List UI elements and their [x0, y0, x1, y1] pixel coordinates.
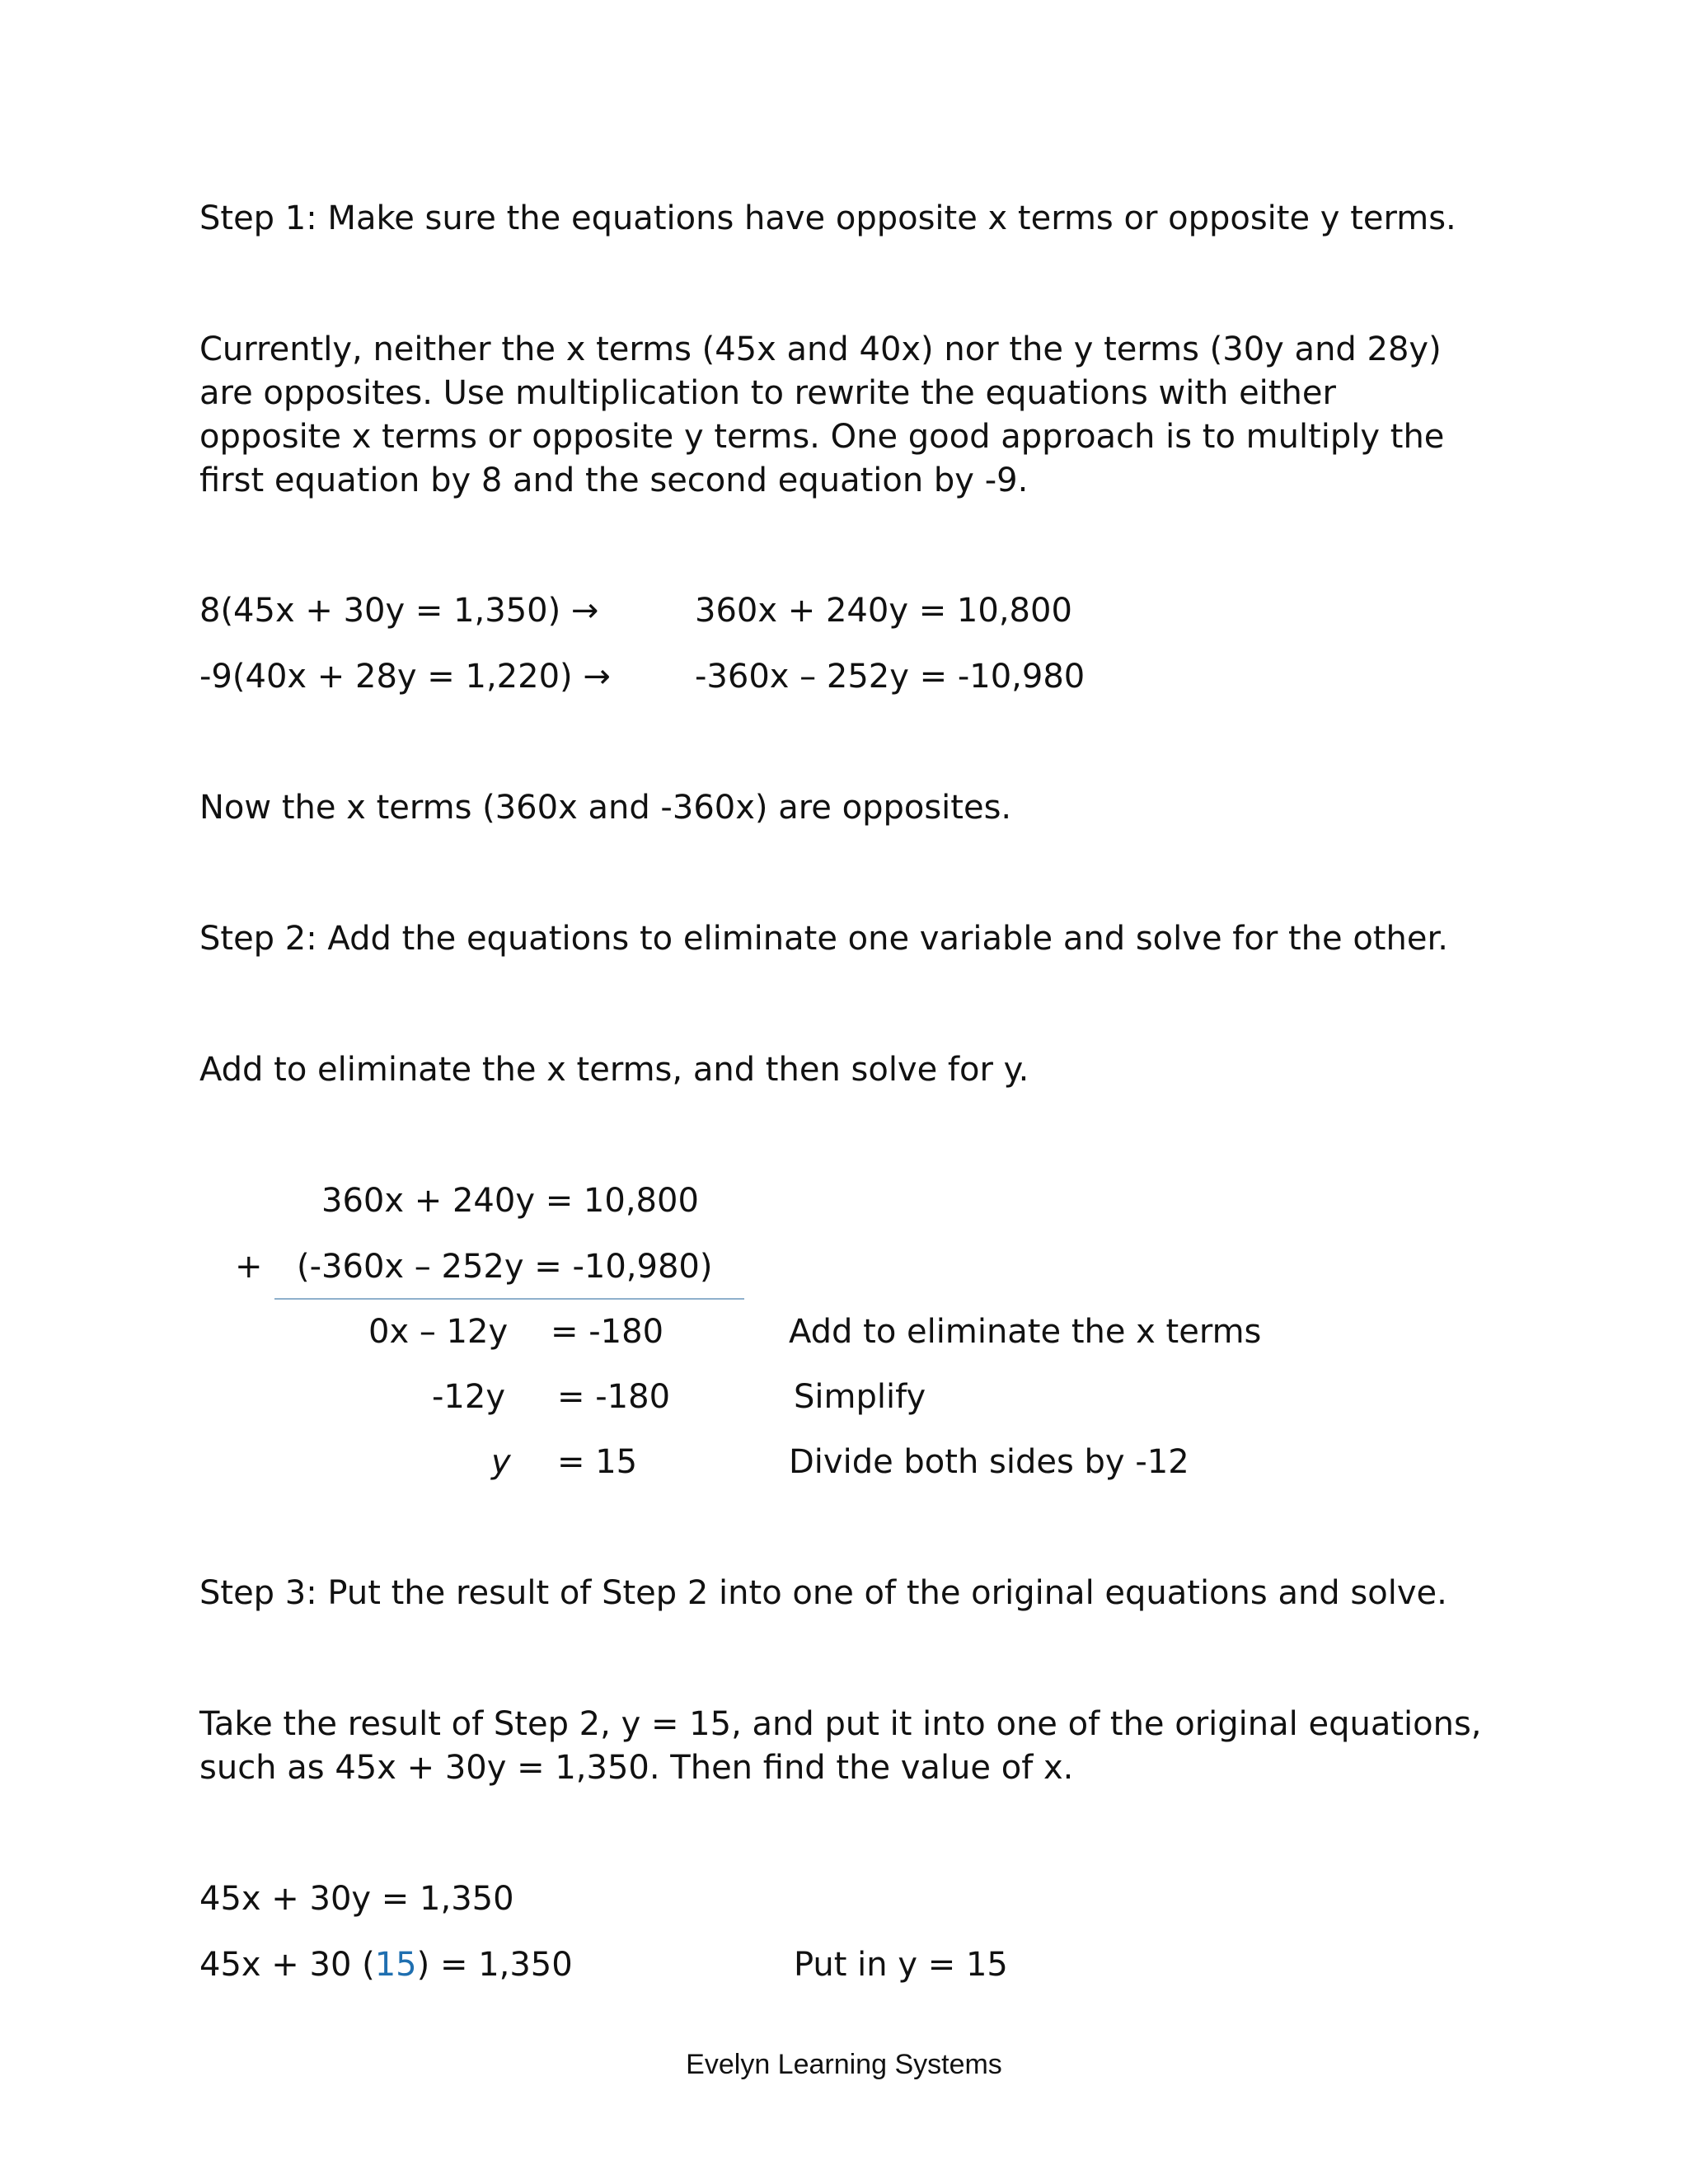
step1-conclusion: Now the x terms (360x and -360x) are opposites. — [199, 789, 1012, 827]
substituted-value: 15 — [374, 1946, 417, 1984]
substitution-line-2 — [199, 1943, 573, 1987]
elimination-row-3-expr: y — [491, 1443, 511, 1481]
step1-paragraph: Currently, neither the x terms (45x and 40x) nor the y terms (30y and 28y) are opposites. Use multiplication to rewrite the equations with either opposite x terms or opposite y terms. One good approach is to multiply the first equation by 8 and the second equation by -9. — [199, 330, 1445, 499]
elimination-row-2-result: = -180 — [557, 1378, 671, 1416]
step3-heading: Step 3: Put the result of Step 2 into one of the original equations and solve. — [199, 1574, 1447, 1612]
step3-paragraph: Take the result of Step 2, y = 15, and put it into one of the original equations, such as 45x + 30y = 1,350. Then find the value of x. — [199, 1705, 1482, 1787]
sum-rule — [274, 1298, 744, 1300]
footer-company: Evelyn Learning Systems — [686, 2049, 1002, 2080]
multiply-row-1-right: 360x + 240y = 10,800 — [695, 592, 1072, 630]
substitution-line-2-after: ) = 1,350 — [416, 1946, 573, 1984]
substitution-line-2-before: 45x + 30 ( — [199, 1946, 375, 1984]
step2-heading: Step 2: Add the equations to eliminate one variable and solve for the other. — [199, 920, 1448, 958]
elimination-row-3-note: Divide both sides by -12 — [789, 1443, 1189, 1481]
elimination-row-3-result: = 15 — [557, 1443, 638, 1481]
multiply-row-1-left: 8(45x + 30y = 1,350) → — [199, 592, 599, 630]
multiply-row-2-left: -9(40x + 28y = 1,220) → — [199, 658, 611, 696]
elimination-line-2: (-360x – 252y = -10,980) — [297, 1248, 713, 1286]
substitution-line-1: 45x + 30y = 1,350 — [199, 1880, 514, 1918]
elimination-line-1: 360x + 240y = 10,800 — [321, 1182, 699, 1220]
elimination-row-1-result: = -180 — [551, 1313, 664, 1351]
elimination-row-2-note: Simplify — [794, 1378, 926, 1416]
elimination-row-1-expr: 0x – 12y — [368, 1313, 509, 1351]
substitution-note: Put in y = 15 — [794, 1946, 1008, 1984]
elimination-row-2-expr: -12y — [432, 1378, 506, 1416]
step1-heading: Step 1: Make sure the equations have opposite x terms or opposite y terms. — [199, 199, 1456, 237]
plus-sign: + — [235, 1248, 263, 1286]
multiply-row-2-right: -360x – 252y = -10,980 — [695, 658, 1085, 696]
elimination-row-1-note: Add to eliminate the x terms — [789, 1313, 1262, 1351]
step2-intro: Add to eliminate the x terms, and then solve for y. — [199, 1051, 1029, 1089]
